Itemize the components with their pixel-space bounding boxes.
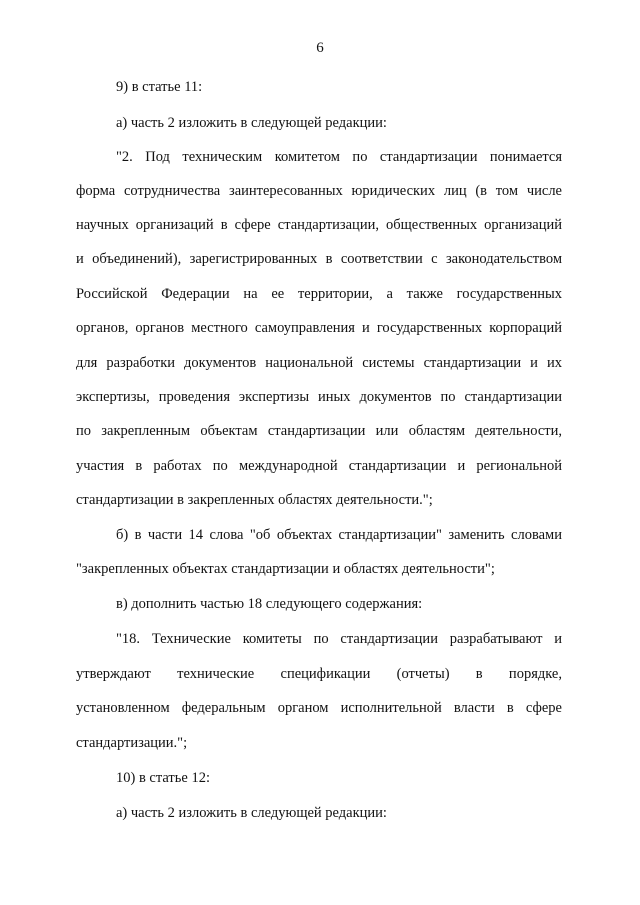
quote-line: научных организаций в сфере стандартизации, общественных организаций <box>76 217 562 233</box>
quote-18-line: установленном федеральным органом исполнительной власти в сфере <box>76 700 562 716</box>
quote-line: "2. Под техническим комитетом по стандартизации понимается <box>116 149 562 165</box>
item-9-article-11: 9) в статье 11: <box>116 79 203 95</box>
quote-line: экспертизы, проведения экспертизы иных документов по стандартизации <box>76 389 562 405</box>
subitem-b-continuation: "закрепленных объектах стандартизации и областях деятельности"; <box>76 561 495 577</box>
quote-18-line: "18. Технические комитеты по стандартизации разрабатывают и <box>116 631 562 647</box>
quote-line: форма сотрудничества заинтересованных юридических лиц (в том числе <box>76 183 562 199</box>
quote-line: по закрепленным объектам стандартизации или областям деятельности, <box>76 423 562 439</box>
quote-line: и объединений), зарегистрированных в соответствии с законодательством <box>76 251 562 267</box>
subitem-a-part-2: а) часть 2 изложить в следующей редакции: <box>116 115 387 131</box>
quote-line: органов, органов местного самоуправления и государственных корпораций <box>76 320 562 336</box>
quote-line: Российской Федерации на ее территории, а также государственных <box>76 286 562 302</box>
item-10-article-12: 10) в статье 12: <box>116 770 210 786</box>
quote-line: для разработки документов национальной системы стандартизации и их <box>76 355 562 371</box>
subitem-b-part-14: б) в части 14 слова "об объектах стандартизации" заменить словами <box>116 527 562 543</box>
page-number: 6 <box>316 40 324 56</box>
quote-line: участия в работах по международной стандартизации и региональной <box>76 458 562 474</box>
quote-18-line: утверждают технические спецификации (отчеты) в порядке, <box>76 666 562 682</box>
quote-line-last: стандартизации в закрепленных областях деятельности."; <box>76 492 433 508</box>
quote-18-line-last: стандартизации."; <box>76 735 188 751</box>
subitem-v-part-18: в) дополнить частью 18 следующего содержания: <box>116 596 423 612</box>
subitem-a-part-2-article-12: а) часть 2 изложить в следующей редакции: <box>116 805 387 821</box>
